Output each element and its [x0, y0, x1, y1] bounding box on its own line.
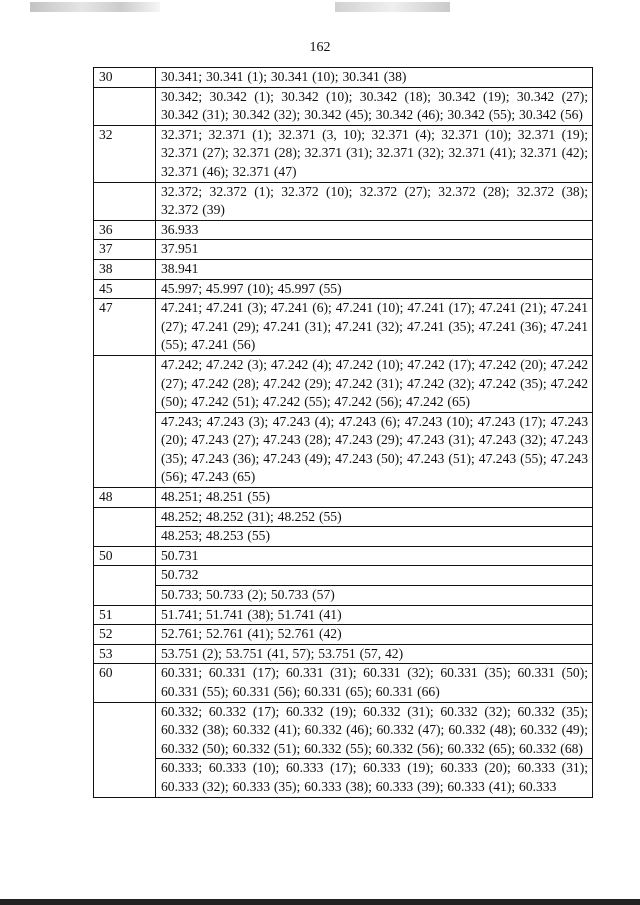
- code-table-body: [94, 68, 593, 798]
- group-code-cell: [94, 527, 156, 547]
- group-code-cell: [94, 507, 156, 527]
- group-code-cell: 52: [94, 625, 156, 645]
- page-number: 162: [309, 40, 331, 55]
- table-row: [94, 182, 593, 220]
- table-row: [94, 546, 593, 566]
- table-row: [94, 625, 593, 645]
- code-values-cell: 52.761; 52.761 (41); 52.761 (42): [156, 625, 593, 645]
- group-code-cell: 48: [94, 488, 156, 508]
- code-values-cell: 45.997; 45.997 (10); 45.997 (55): [156, 279, 593, 299]
- scan-artifact: [335, 2, 450, 12]
- group-code-cell: [94, 702, 156, 759]
- code-values-cell: 48.251; 48.251 (55): [156, 488, 593, 508]
- code-values-cell: 47.242; 47.242 (3); 47.242 (4); 47.242 (10); 47.242 (17); 47.242 (20); 47.242 (27); 47.242 (28); 47.242 (29); 47.242 (31); 47.242 (32); 47.242 (35); 47.242 (50); 47.242 (51); 47.242 (55); 47.242 (56); 47.242 (65): [156, 355, 593, 412]
- code-values-cell: 50.732: [156, 566, 593, 586]
- code-values-cell: 36.933: [156, 220, 593, 240]
- scan-artifact: [30, 2, 160, 12]
- code-values-cell: 48.252; 48.252 (31); 48.252 (55): [156, 507, 593, 527]
- table-row: [94, 68, 593, 88]
- group-code-cell: 45: [94, 279, 156, 299]
- group-code-cell: 36: [94, 220, 156, 240]
- code-table: [93, 67, 593, 798]
- code-values-cell: 32.372; 32.372 (1); 32.372 (10); 32.372 (27); 32.372 (28); 32.372 (38); 32.372 (39): [156, 182, 593, 220]
- table-row: [94, 412, 593, 487]
- group-code-cell: [94, 87, 156, 125]
- table-row: [94, 664, 593, 702]
- table-row: [94, 220, 593, 240]
- group-code-cell: 60: [94, 664, 156, 702]
- group-code-cell: 38: [94, 259, 156, 279]
- group-code-cell: [94, 412, 156, 487]
- code-values-cell: 37.951: [156, 240, 593, 260]
- code-values-cell: 32.371; 32.371 (1); 32.371 (3, 10); 32.371 (4); 32.371 (10); 32.371 (19); 32.371 (27); 32.371 (28); 32.371 (31); 32.371 (32); 32.371 (41); 32.371 (42); 32.371 (46); 32.371 (47): [156, 125, 593, 182]
- table-row: [94, 87, 593, 125]
- group-code-cell: 53: [94, 644, 156, 664]
- table-row: [94, 259, 593, 279]
- group-code-cell: 50: [94, 546, 156, 566]
- code-values-cell: 53.751 (2); 53.751 (41, 57); 53.751 (57, 42): [156, 644, 593, 664]
- table-row: [94, 759, 593, 797]
- group-code-cell: [94, 566, 156, 586]
- table-row: [94, 240, 593, 260]
- code-values-cell: 30.341; 30.341 (1); 30.341 (10); 30.341 (38): [156, 68, 593, 88]
- code-values-cell: 50.733; 50.733 (2); 50.733 (57): [156, 586, 593, 606]
- table-row: [94, 299, 593, 356]
- group-code-cell: 30: [94, 68, 156, 88]
- table-row: [94, 125, 593, 182]
- group-code-cell: [94, 759, 156, 797]
- group-code-cell: 32: [94, 125, 156, 182]
- table-row: [94, 279, 593, 299]
- code-values-cell: 60.331; 60.331 (17); 60.331 (31); 60.331 (32); 60.331 (35); 60.331 (50); 60.331 (55); 60.331 (56); 60.331 (65); 60.331 (66): [156, 664, 593, 702]
- table-row: [94, 527, 593, 547]
- group-code-cell: 47: [94, 299, 156, 356]
- code-values-cell: 30.342; 30.342 (1); 30.342 (10); 30.342 (18); 30.342 (19); 30.342 (27); 30.342 (31); 30.342 (32); 30.342 (45); 30.342 (46); 30.342 (55); 30.342 (56): [156, 87, 593, 125]
- table-row: [94, 355, 593, 412]
- table-row: [94, 702, 593, 759]
- group-code-cell: [94, 182, 156, 220]
- code-values-cell: 47.241; 47.241 (3); 47.241 (6); 47.241 (10); 47.241 (17); 47.241 (21); 47.241 (27); 47.241 (29); 47.241 (31); 47.241 (32); 47.241 (35); 47.241 (36); 47.241 (55); 47.241 (56): [156, 299, 593, 356]
- group-code-cell: 37: [94, 240, 156, 260]
- code-values-cell: 48.253; 48.253 (55): [156, 527, 593, 547]
- scan-border: [0, 899, 640, 905]
- table-row: [94, 566, 593, 586]
- table-row: [94, 605, 593, 625]
- table-row: [94, 507, 593, 527]
- group-code-cell: [94, 586, 156, 606]
- code-values-cell: 38.941: [156, 259, 593, 279]
- table-row: [94, 644, 593, 664]
- code-values-cell: 51.741; 51.741 (38); 51.741 (41): [156, 605, 593, 625]
- code-values-cell: 60.333; 60.333 (10); 60.333 (17); 60.333 (19); 60.333 (20); 60.333 (31); 60.333 (32); 60.333 (35); 60.333 (38); 60.333 (39); 60.333 (41); 60.333: [156, 759, 593, 797]
- group-code-cell: 51: [94, 605, 156, 625]
- group-code-cell: [94, 355, 156, 412]
- code-values-cell: 50.731: [156, 546, 593, 566]
- code-values-cell: 60.332; 60.332 (17); 60.332 (19); 60.332 (31); 60.332 (32); 60.332 (35); 60.332 (38); 60.332 (41); 60.332 (46); 60.332 (47); 60.332 (48); 60.332 (49); 60.332 (50); 60.332 (51); 60.332 (55); 60.332 (56); 60.332 (65); 60.332 (68): [156, 702, 593, 759]
- table-row: [94, 586, 593, 606]
- table-row: [94, 488, 593, 508]
- code-values-cell: 47.243; 47.243 (3); 47.243 (4); 47.243 (6); 47.243 (10); 47.243 (17); 47.243 (20); 47.243 (27); 47.243 (28); 47.243 (29); 47.243 (31); 47.243 (32); 47.243 (35); 47.243 (36); 47.243 (49); 47.243 (50); 47.243 (51); 47.243 (55); 47.243 (56); 47.243 (65): [156, 412, 593, 487]
